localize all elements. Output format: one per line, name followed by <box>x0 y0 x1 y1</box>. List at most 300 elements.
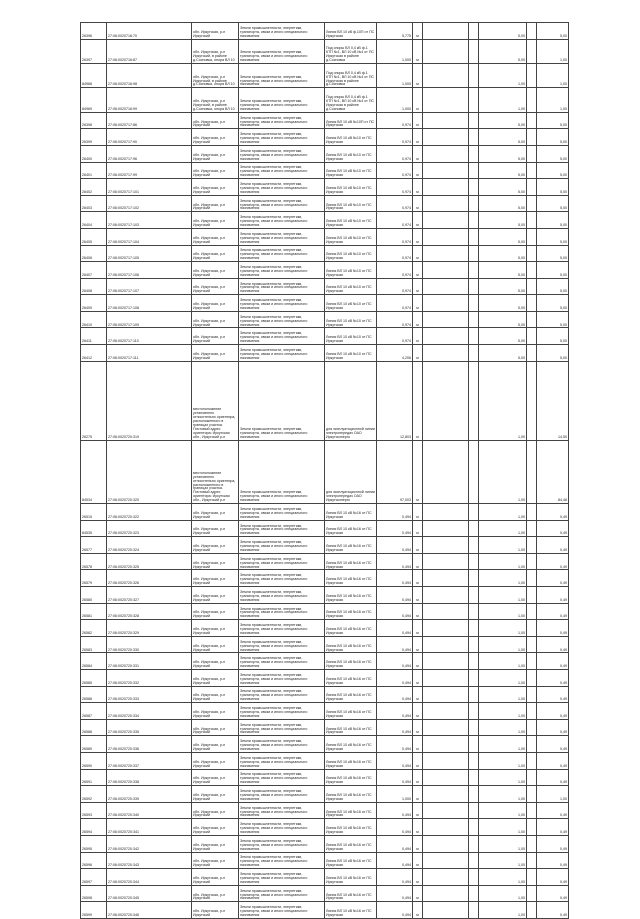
cell-land-category: Земли промышленности, энергетики, транспорта, связи и иного специального назначения <box>239 852 325 869</box>
cell-permitted-use: Линия ВЛ 10 кВ №10 от ПС Иркутская <box>325 328 377 345</box>
cell-empty <box>469 553 479 570</box>
cell-cadastral-number: 27:06:0020720:324 <box>107 537 192 554</box>
cell-rate: 5,00 <box>479 212 527 229</box>
cell-address: обл. Иркутская, р-н Иркутский <box>192 345 239 362</box>
cell-area: 0,974 <box>377 295 413 312</box>
cell-unit: м <box>413 345 423 362</box>
cell-area: 0,494 <box>377 653 413 670</box>
table-row <box>81 504 569 521</box>
cell-rate: 1,00 <box>479 63 527 87</box>
cell-empty <box>469 902 479 919</box>
cell-rate: 1,00 <box>479 885 527 902</box>
cell-address: обл. Иркутская, р-н Иркутский <box>192 179 239 196</box>
cell-unit: м <box>413 570 423 587</box>
cell-address: обл. Иркутская, р-н Иркутский <box>192 520 239 537</box>
cell-rate: 1,00 <box>479 570 527 587</box>
cell-permitted-use: Линия ВЛ 10 кВ №10 от ПС Иркутская <box>325 311 377 328</box>
cell-cadastral-number: 27:06:0020717:111 <box>107 345 192 362</box>
cell-cadastral-number: 27:06:0020720:340 <box>107 802 192 819</box>
cell-total: 5,00 <box>537 245 569 262</box>
cell-empty <box>527 636 537 653</box>
cell-rate: 1,00 <box>479 440 527 503</box>
cell-id: 26406 <box>81 245 107 262</box>
cell-id: 84534 <box>81 440 107 503</box>
cell-unit: м <box>413 537 423 554</box>
cell-cadastral-number: 27:06:0020720:328 <box>107 603 192 620</box>
cell-permitted-use: Линия ВЛ 10 кВ №10 от ПС Иркутская <box>325 129 377 146</box>
cell-cadastral-number: 27:06:0020720:338 <box>107 769 192 786</box>
cell-empty <box>527 112 537 129</box>
cell-unit: м <box>413 703 423 720</box>
cell-address: обл. Иркутская, р-н Иркутский, в районе д.Сосновка, опора ВЛ 10 <box>192 39 239 63</box>
cell-empty <box>469 719 479 736</box>
table-row <box>81 719 569 736</box>
cell-permitted-use: Линия ВЛ 10 кВ №16 от ПС Иркутская <box>325 570 377 587</box>
cell-permitted-use: Линия ВЛ 10 кВ №16 от ПС Иркутская <box>325 653 377 670</box>
cell-id: 26412 <box>81 345 107 362</box>
cell-unit: м <box>413 553 423 570</box>
cell-unit: м <box>413 129 423 146</box>
cell-total: 0,49 <box>537 719 569 736</box>
cell-rate: 5,00 <box>479 145 527 162</box>
table-row <box>81 440 569 503</box>
cell-area: 0,974 <box>377 179 413 196</box>
table-row <box>81 902 569 919</box>
cell-empty <box>527 719 537 736</box>
cell-land-category: Земли промышленности, энергетики, транспорта, связи и иного специального назначения <box>239 145 325 162</box>
cell-area: 1,000 <box>377 88 413 112</box>
cell-empty <box>527 703 537 720</box>
cell-address: обл. Иркутская, р-н Иркутский <box>192 620 239 637</box>
cell-rate: 1,00 <box>479 752 527 769</box>
cell-land-category: Земли промышленности, энергетики, транспорта, связи и иного специального назначения <box>239 719 325 736</box>
cell-permitted-use: Под опоры ВЛ 0,4 кВ ф.1 КТП №1, ВЛ 10 кВ №4 от ПС Иркутская в районе д.Сосновка <box>325 63 377 87</box>
cell-total: 5,00 <box>537 345 569 362</box>
cell-land-category: Земли промышленности, энергетики, транспорта, связи и иного специального назначения <box>239 869 325 886</box>
cell-area: 0,494 <box>377 885 413 902</box>
cell-address: обл. Иркутская, р-н Иркутский <box>192 129 239 146</box>
cell-unit: м <box>413 802 423 819</box>
cell-land-category: Земли промышленности, энергетики, транспорта, связи и иного специального назначения <box>239 786 325 803</box>
cell-area: 0,974 <box>377 212 413 229</box>
cell-permitted-use: для эксплуатационной линии электропередач ОАО Иркутскэнерго <box>325 440 377 503</box>
cell-id: 26589 <box>81 736 107 753</box>
cell-land-category: Земли промышленности, энергетики, транспорта, связи и иного специального назначения <box>239 902 325 919</box>
cell-cadastral-number: 27:06:0020720:336 <box>107 736 192 753</box>
table-row <box>81 620 569 637</box>
cell-empty <box>423 278 469 295</box>
cell-address: обл. Иркутская, р-н Иркутский <box>192 819 239 836</box>
cell-total: 0,49 <box>537 620 569 637</box>
cell-land-category: Земли промышленности, энергетики, транспорта, связи и иного специального назначения <box>239 179 325 196</box>
cell-permitted-use: Под опоры ВЛ 0,4 кВ ф.1 КТП №1, ВЛ 10 кВ №4 от ПС Иркутская в районе д.Сосновка <box>325 39 377 63</box>
cell-address: обл. Иркутская, р-н Иркутский <box>192 112 239 129</box>
cell-cadastral-number: 27:06:0020717:101 <box>107 179 192 196</box>
table-row <box>81 195 569 212</box>
cell-land-category: Земли промышленности, энергетики, транспорта, связи и иного специального назначения <box>239 636 325 653</box>
cell-id: 26275 <box>81 361 107 440</box>
cell-id: 26400 <box>81 145 107 162</box>
cell-cadastral-number: 27:06:0020720:320 <box>107 440 192 503</box>
cell-total: 0,49 <box>537 885 569 902</box>
cell-address: обл. Иркутская, р-н Иркутский <box>192 686 239 703</box>
cell-empty <box>423 212 469 229</box>
cell-land-category: Земли промышленности, энергетики, транспорта, связи и иного специального назначения <box>239 553 325 570</box>
cell-area: 0,974 <box>377 311 413 328</box>
cell-area: 0,974 <box>377 262 413 279</box>
cell-empty <box>423 769 469 786</box>
cell-address: обл. Иркутская, р-н Иркутский, в районе д.Сосновка, опора ВЛ 10 <box>192 88 239 112</box>
cell-area: 5,775 <box>377 23 413 40</box>
cell-unit: м <box>413 212 423 229</box>
cell-empty <box>423 145 469 162</box>
cell-rate: 5,00 <box>479 112 527 129</box>
cell-rate: 1,00 <box>479 852 527 869</box>
cell-empty <box>423 852 469 869</box>
cell-address: обл. Иркутская, р-н Иркутский <box>192 786 239 803</box>
table-row <box>81 537 569 554</box>
cell-cadastral-number: 27:06:0020716:99 <box>107 88 192 112</box>
cell-permitted-use: Линия ВЛ 10 кВ №16 от ПС Иркутская <box>325 719 377 736</box>
cell-total: 1,00 <box>537 39 569 63</box>
table-row <box>81 179 569 196</box>
cell-id: 26599 <box>81 902 107 919</box>
cell-id: 26588 <box>81 719 107 736</box>
cell-unit: м <box>413 39 423 63</box>
cell-empty <box>527 653 537 670</box>
cell-permitted-use: Линия ВЛ 10 кВ №10 от ПС Иркутская <box>325 295 377 312</box>
cell-rate: 1,00 <box>479 587 527 604</box>
cell-id: 26581 <box>81 603 107 620</box>
cell-empty <box>527 819 537 836</box>
cell-total: 5,00 <box>537 195 569 212</box>
cell-total: 0,49 <box>537 653 569 670</box>
cell-land-category: Земли промышленности, энергетики, транспорта, связи и иного специального назначения <box>239 752 325 769</box>
cell-land-category: Земли промышленности, энергетики, транспорта, связи и иного специального назначения <box>239 328 325 345</box>
cell-land-category: Земли промышленности, энергетики, транспорта, связи и иного специального назначения <box>239 620 325 637</box>
cell-rate: 1,00 <box>479 802 527 819</box>
cell-unit: м <box>413 852 423 869</box>
cell-unit: м <box>413 736 423 753</box>
table-row <box>81 311 569 328</box>
cell-address: обл. Иркутская, р-н Иркутский <box>192 195 239 212</box>
cell-cadastral-number: 27:06:0020720:343 <box>107 852 192 869</box>
cell-empty <box>527 212 537 229</box>
cell-address: местоположение установлено относительно ориентира, расположенного в границах участка. Почтовый адрес ориентира: Иркутская обл., Иркутский р-н <box>192 440 239 503</box>
table-row <box>81 39 569 63</box>
cell-permitted-use: Линия ВЛ 10 кВ №10 от ПС Иркутская <box>325 345 377 362</box>
cell-address: обл. Иркутская, р-н Иркутский <box>192 245 239 262</box>
cell-empty <box>423 835 469 852</box>
cell-unit: м <box>413 587 423 604</box>
cell-empty <box>527 361 537 440</box>
cell-rate: 1,00 <box>479 703 527 720</box>
cell-id: 26404 <box>81 212 107 229</box>
cell-land-category: Земли промышленности, энергетики, транспорта, связи и иного специального назначения <box>239 278 325 295</box>
cell-cadastral-number: 27:06:0020717:104 <box>107 228 192 245</box>
cell-unit: м <box>413 752 423 769</box>
cell-empty <box>469 537 479 554</box>
cell-area: 0,494 <box>377 819 413 836</box>
cell-empty <box>469 703 479 720</box>
cell-empty <box>469 869 479 886</box>
table-row <box>81 228 569 245</box>
cell-empty <box>527 587 537 604</box>
table-row <box>81 703 569 720</box>
cell-unit: м <box>413 195 423 212</box>
cell-area: 0,974 <box>377 245 413 262</box>
cell-land-category: Земли промышленности, энергетики, транспорта, связи и иного специального назначения <box>239 112 325 129</box>
cell-id: 26583 <box>81 636 107 653</box>
cell-permitted-use: Линия ВЛ 10 кВ №10 от ПС Иркутская <box>325 212 377 229</box>
cell-permitted-use: Линия ВЛ 10 кВ №16 от ПС Иркутская <box>325 736 377 753</box>
cell-empty <box>527 228 537 245</box>
cell-empty <box>527 129 537 146</box>
cell-land-category: Земли промышленности, энергетики, транспорта, связи и иного специального назначения <box>239 703 325 720</box>
cell-rate: 1,00 <box>479 686 527 703</box>
cell-area: 0,494 <box>377 835 413 852</box>
cell-rate: 1,00 <box>479 620 527 637</box>
cell-empty <box>423 88 469 112</box>
cell-address: обл. Иркутская, р-н Иркутский <box>192 869 239 886</box>
cell-address: обл. Иркутская, р-н Иркутский <box>192 802 239 819</box>
cell-empty <box>527 869 537 886</box>
table-row <box>81 63 569 87</box>
cell-cadastral-number: 27:06:0020720:339 <box>107 786 192 803</box>
cell-total: 0,49 <box>537 752 569 769</box>
cell-rate: 5,00 <box>479 162 527 179</box>
cell-unit: м <box>413 504 423 521</box>
cell-empty <box>469 295 479 312</box>
cell-empty <box>469 328 479 345</box>
cell-cadastral-number: 27:06:0020720:337 <box>107 752 192 769</box>
cell-empty <box>527 262 537 279</box>
cell-empty <box>423 819 469 836</box>
cell-address: обл. Иркутская, р-н Иркутский <box>192 752 239 769</box>
cell-rate: 1,00 <box>479 88 527 112</box>
cell-empty <box>527 835 537 852</box>
cell-empty <box>527 885 537 902</box>
cell-id: 26405 <box>81 228 107 245</box>
cell-empty <box>423 620 469 637</box>
table-row <box>81 570 569 587</box>
cell-empty <box>527 88 537 112</box>
table-row <box>81 278 569 295</box>
cell-rate: 1,00 <box>479 537 527 554</box>
cell-empty <box>469 653 479 670</box>
cell-cadastral-number: 27:06:0020720:331 <box>107 653 192 670</box>
cell-permitted-use: для эксплуатационной линии электропередач ОАО Иркутскэнерго <box>325 361 377 440</box>
cell-empty <box>469 39 479 63</box>
cell-total: 1,00 <box>537 786 569 803</box>
cell-cadastral-number: 27:06:0020717:103 <box>107 212 192 229</box>
cell-total: 5,00 <box>537 295 569 312</box>
cell-empty <box>527 278 537 295</box>
cell-rate: 1,00 <box>479 869 527 886</box>
cell-cadastral-number: 27:06:0020720:319 <box>107 361 192 440</box>
cell-permitted-use: Линия ВЛ 10 кВ №16 от ПС Иркутская <box>325 752 377 769</box>
cell-unit: м <box>413 636 423 653</box>
cell-rate: 5,00 <box>479 278 527 295</box>
cell-unit: м <box>413 819 423 836</box>
cell-area: 97,003 <box>377 440 413 503</box>
cell-cadastral-number: 27:06:0020720:329 <box>107 620 192 637</box>
cell-total: 0,49 <box>537 703 569 720</box>
cell-empty <box>527 145 537 162</box>
cell-total: 0,49 <box>537 537 569 554</box>
cell-address: обл. Иркутская, р-н Иркутский <box>192 603 239 620</box>
table-row <box>81 786 569 803</box>
cell-permitted-use: Линия ВЛ 10 кВ №16 от ПС Иркутская <box>325 603 377 620</box>
cell-id: 26593 <box>81 802 107 819</box>
table-row <box>81 819 569 836</box>
cell-empty <box>423 63 469 87</box>
cell-empty <box>423 537 469 554</box>
cell-land-category: Земли промышленности, энергетики, транспорта, связи и иного специального назначения <box>239 802 325 819</box>
cell-empty <box>469 603 479 620</box>
cell-total: 5,00 <box>537 311 569 328</box>
cell-land-category: Земли промышленности, энергетики, транспорта, связи и иного специального назначения <box>239 88 325 112</box>
table-row <box>81 212 569 229</box>
cell-total: 5,00 <box>537 145 569 162</box>
cell-cadastral-number: 27:06:0020717:99 <box>107 162 192 179</box>
cell-empty <box>423 902 469 919</box>
cell-rate: 5,00 <box>479 311 527 328</box>
cell-total: 0,49 <box>537 570 569 587</box>
cell-id: 26577 <box>81 537 107 554</box>
cell-land-category: Земли промышленности, энергетики, транспорта, связи и иного специального назначения <box>239 570 325 587</box>
cell-unit: м <box>413 835 423 852</box>
cell-id: 84535 <box>81 520 107 537</box>
cell-total: 84,46 <box>537 440 569 503</box>
cell-permitted-use: Линия ВЛ 10 кВ №16 от ПС Иркутская <box>325 819 377 836</box>
cell-area: 0,494 <box>377 587 413 604</box>
cell-unit: м <box>413 440 423 503</box>
cell-area: 4,206 <box>377 345 413 362</box>
cell-land-category: Земли промышленности, энергетики, транспорта, связи и иного специального назначения <box>239 587 325 604</box>
table-row <box>81 112 569 129</box>
cell-land-category: Земли промышленности, энергетики, транспорта, связи и иного специального назначения <box>239 345 325 362</box>
cell-area: 1,000 <box>377 39 413 63</box>
cell-total: 0,49 <box>537 636 569 653</box>
cell-permitted-use: Линия ВЛ 10 кВ №10 от ПС Иркутская <box>325 195 377 212</box>
cell-empty <box>527 179 537 196</box>
cell-total: 0,49 <box>537 603 569 620</box>
cell-unit: м <box>413 162 423 179</box>
cell-empty <box>469 885 479 902</box>
cell-empty <box>469 212 479 229</box>
cell-total: 5,00 <box>537 129 569 146</box>
cell-id: 26411 <box>81 328 107 345</box>
cell-id: 26401 <box>81 162 107 179</box>
cell-area: 0,494 <box>377 769 413 786</box>
cell-cadastral-number: 27:06:0020716:98 <box>107 63 192 87</box>
cell-permitted-use: Линия ВЛ 10 кВ №10 от ПС Иркутская <box>325 179 377 196</box>
cell-cadastral-number: 27:06:0020720:325 <box>107 553 192 570</box>
cell-unit: м <box>413 245 423 262</box>
cell-empty <box>423 752 469 769</box>
cell-unit: м <box>413 262 423 279</box>
table-row <box>81 802 569 819</box>
cell-id: 26596 <box>81 852 107 869</box>
cell-id: 26591 <box>81 769 107 786</box>
cell-id: 26585 <box>81 670 107 687</box>
cell-area: 0,494 <box>377 852 413 869</box>
cell-cadastral-number: 27:06:0020717:108 <box>107 295 192 312</box>
cell-address: обл. Иркутская, р-н Иркутский <box>192 653 239 670</box>
cell-empty <box>469 686 479 703</box>
table-row <box>81 636 569 653</box>
cell-area: 0,494 <box>377 703 413 720</box>
cell-id: 84968 <box>81 63 107 87</box>
cell-total: 5,00 <box>537 228 569 245</box>
cell-cadastral-number: 27:06:0020717:86 <box>107 112 192 129</box>
table-row <box>81 23 569 40</box>
cell-rate: 1,00 <box>479 603 527 620</box>
cell-empty <box>527 245 537 262</box>
cell-permitted-use: Линия ВЛ 10 кВ №16 от ПС Иркутская <box>325 670 377 687</box>
cell-rate: 1,00 <box>479 902 527 919</box>
cell-empty <box>469 63 479 87</box>
cell-empty <box>423 885 469 902</box>
cell-id: 26399 <box>81 129 107 146</box>
cell-address: обл. Иркутская, р-н Иркутский <box>192 295 239 312</box>
cell-total: 5,00 <box>537 278 569 295</box>
cell-empty <box>527 786 537 803</box>
cell-unit: м <box>413 23 423 40</box>
cell-unit: м <box>413 670 423 687</box>
cell-permitted-use: Линия ВЛ 10 кВ №16 от ПС Иркутская <box>325 636 377 653</box>
cell-id: 26408 <box>81 278 107 295</box>
cell-empty <box>469 636 479 653</box>
cell-total: 1,00 <box>537 63 569 87</box>
cell-land-category: Земли промышленности, энергетики, транспорта, связи и иного специального назначения <box>239 537 325 554</box>
cell-total: 5,00 <box>537 162 569 179</box>
cell-permitted-use: Линия ВЛ 10 кВ №10 от ПС Иркутская <box>325 162 377 179</box>
cell-permitted-use: Линия ВЛ 10 кВ №16 от ПС Иркутская <box>325 537 377 554</box>
cell-land-category: Земли промышленности, энергетики, транспорта, связи и иного специального назначения <box>239 162 325 179</box>
cell-permitted-use: Линия ВЛ 10 кВ №16 от ПС Иркутская <box>325 852 377 869</box>
cell-total: 0,49 <box>537 553 569 570</box>
table-row <box>81 129 569 146</box>
cell-address: местоположение установлено относительно ориентира, расположенного в границах участка. Почтовый адрес ориентира: Иркутская обл., Иркутский р-н <box>192 361 239 440</box>
cell-id: 26407 <box>81 262 107 279</box>
cell-land-category: Земли промышленности, энергетики, транспорта, связи и иного специального назначения <box>239 520 325 537</box>
table-row <box>81 736 569 753</box>
cell-area: 0,974 <box>377 145 413 162</box>
cell-permitted-use: Линия ВЛ 10 кВ №10П от ПС Иркутская <box>325 112 377 129</box>
table-row <box>81 885 569 902</box>
cell-empty <box>469 262 479 279</box>
cell-empty <box>527 670 537 687</box>
cell-address: обл. Иркутская, р-н Иркутский <box>192 852 239 869</box>
cell-address: обл. Иркутская, р-н Иркутский <box>192 885 239 902</box>
cell-empty <box>469 278 479 295</box>
cell-area: 1,000 <box>377 786 413 803</box>
cell-id: 26578 <box>81 553 107 570</box>
cell-area: 0,974 <box>377 228 413 245</box>
cell-empty <box>527 902 537 919</box>
cell-empty <box>423 719 469 736</box>
cell-address: обл. Иркутская, р-н Иркутский <box>192 736 239 753</box>
cell-rate: 1,00 <box>479 653 527 670</box>
cell-land-category: Земли промышленности, энергетики, транспорта, связи и иного специального назначения <box>239 603 325 620</box>
cell-empty <box>527 603 537 620</box>
cell-unit: м <box>413 278 423 295</box>
cell-empty <box>527 39 537 63</box>
cell-id: 26403 <box>81 195 107 212</box>
cell-permitted-use: Линия ВЛ 10 кВ №16 от ПС Иркутская <box>325 620 377 637</box>
